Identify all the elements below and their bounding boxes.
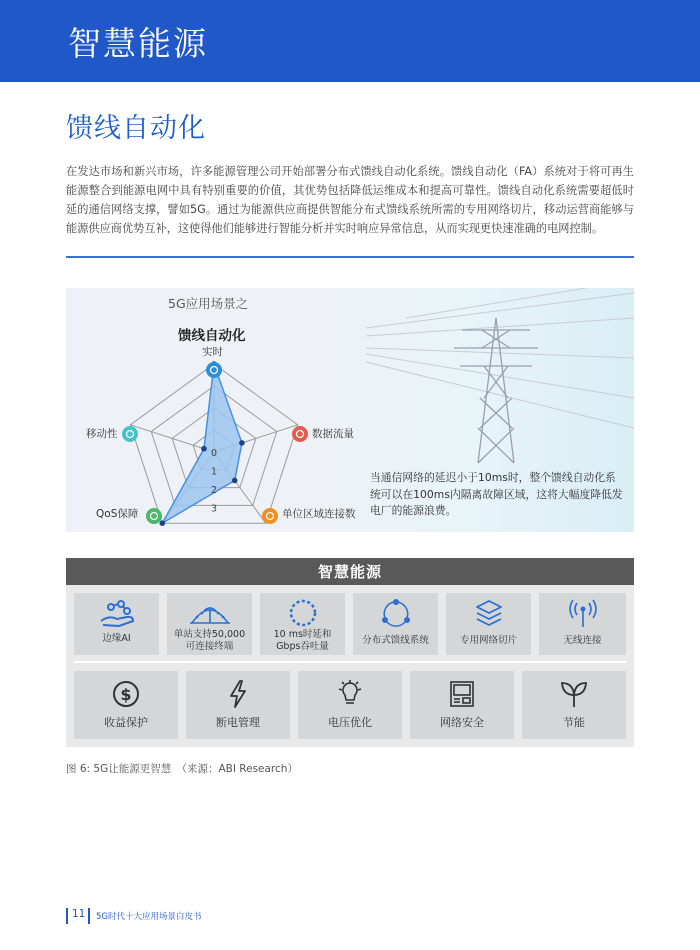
intro-paragraph: 在发达市场和新兴市场，许多能源管理公司开始部署分布式馈线自动化系统。馈线自动化（FA）系统对于将可再生能源整合到能源电网中具有特别重要的价值，其优势包括降低运维成本和提高可靠性。馈线自动化系统需要超低时延的通信网络支撑，譬如5G。通过为能源供应商提供智能分布式馈线系统所需的专用网络切片，移动运营商能够与能源供应商优势互补，这使得他们能够进行智能分析并实时响应异常信息，从而实现更快速准确的电网控制。 (66, 165, 634, 235)
radar-data-point (201, 446, 207, 452)
footer-bar-right (88, 908, 90, 924)
tile-revenue-protection (74, 671, 178, 739)
radar-tick-label: 3 (210, 503, 218, 515)
clock-icon (206, 362, 222, 378)
panel-divider (74, 661, 626, 663)
tile-label: 10 ms时延和 Gbps吞吐量 (273, 629, 332, 652)
hand-network-icon (74, 599, 159, 629)
radar-axis-label: 实时 (202, 346, 223, 358)
tile-network-security (410, 671, 514, 739)
tile-label: 断电管理 (216, 716, 260, 729)
wireless-antenna-icon (539, 597, 626, 629)
lightning-icon (186, 679, 290, 709)
move-icon (122, 426, 138, 442)
figure-caption-text: 当通信网络的延迟小于10ms时，整个馈线自动化系统可以在100ms内隔离故障区域，这将大幅度降低发电厂的能源浪费。 (370, 471, 623, 517)
radar-axis-label: 数据流量 (312, 428, 354, 440)
tile-voltage-optimization (298, 671, 402, 739)
tile-label: 电压优化 (328, 716, 372, 729)
radar-tick-label: 2 (210, 485, 218, 496)
cloud-icon (292, 426, 308, 442)
tile-energy-saving (522, 671, 626, 739)
header-title: 智慧能源 (68, 24, 208, 63)
tile-latency (260, 593, 345, 655)
tile-outage-management (186, 671, 290, 739)
figure-main-title: 馈线自动化 (178, 328, 246, 344)
panel-title-bar (66, 558, 634, 585)
dome-antenna-icon (167, 599, 252, 627)
tile-label: 专用网络切片 (459, 635, 517, 646)
radar-axis-label: 移动性 (86, 428, 118, 440)
footer-bar-left (66, 908, 68, 924)
svg-text:$: $ (120, 685, 132, 704)
section-title: 馈线自动化 (66, 113, 206, 144)
dollar-icon (74, 679, 178, 709)
tile-label: 收益保护 (104, 716, 148, 729)
tile-wireless (539, 593, 626, 655)
tile-label: 网络安全 (440, 716, 484, 729)
layers-icon (446, 597, 531, 629)
header-bar (0, 0, 700, 82)
radar-axis-label: QoS保障 (96, 508, 139, 520)
figure-caption: 图 6: 5G让能源更智慧 （来源：ABI Research） (66, 763, 298, 775)
tile-label: 单站支持50,000 可连接终端 (173, 629, 246, 652)
tile-distributed-feeder (353, 593, 438, 655)
radar-tick-label: 0 (210, 448, 218, 459)
radar-tick-label: 1 (210, 466, 218, 478)
distributed-nodes-icon (353, 598, 438, 628)
radar-data-point (232, 478, 238, 484)
footer-text: 5G时代十大应用场景白皮书 (96, 912, 202, 922)
tile-label: 节能 (563, 716, 585, 729)
radar-axis-label: 单位区域连接数 (282, 508, 356, 520)
tile-edge-ai (74, 593, 159, 655)
tile-network-slicing (446, 593, 531, 655)
radar-chart (66, 288, 366, 532)
section-divider (66, 256, 634, 258)
tile-connections (167, 593, 252, 655)
radar-data-point (159, 520, 165, 526)
figure-subtitle: 5G应用场景之 (168, 296, 249, 311)
speed-circle-icon (260, 597, 345, 629)
tile-label: 分布式馈线系统 (362, 635, 429, 646)
lightbulb-icon (298, 679, 402, 709)
tile-label: 无线连接 (563, 635, 602, 646)
leaf-icon (522, 679, 626, 709)
network-icon (262, 508, 278, 524)
secure-device-icon (410, 679, 514, 709)
tile-label: 边缘AI (102, 633, 131, 644)
radar-data-point (239, 440, 245, 446)
page-number: 11 (72, 908, 86, 920)
smart-energy-panel (66, 585, 634, 747)
panel-title: 智慧能源 (317, 563, 382, 581)
radar-figure (66, 288, 634, 532)
checklist-icon (146, 508, 162, 524)
